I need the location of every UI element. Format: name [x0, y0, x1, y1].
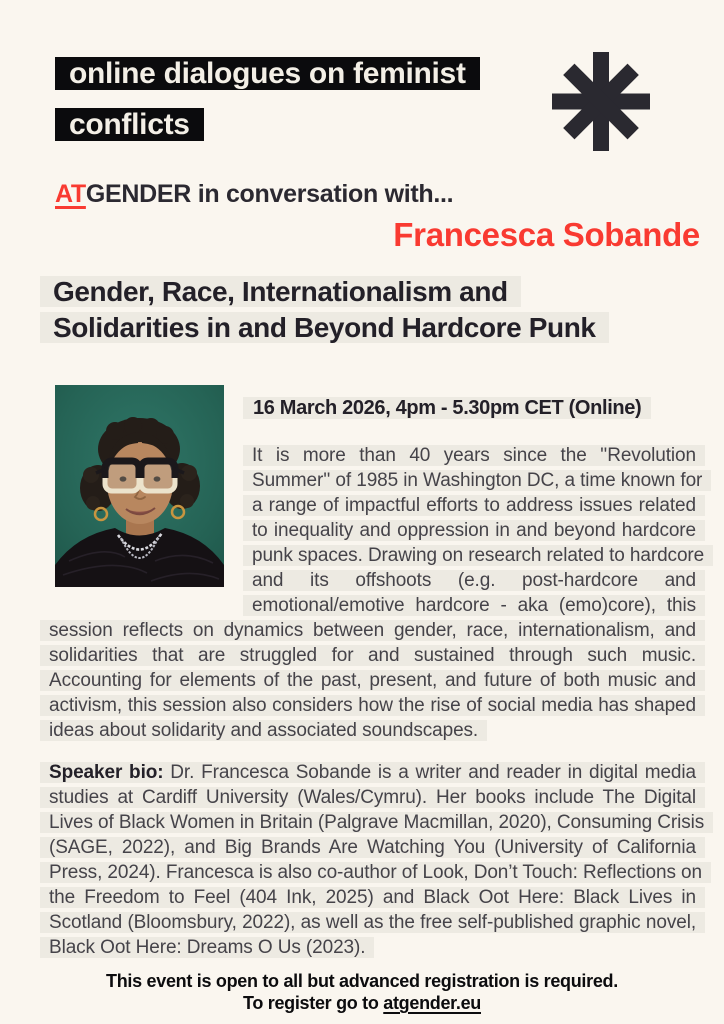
atgender-link[interactable]: atgender.eu	[383, 993, 481, 1013]
headline-tagline: in conversation with...	[191, 180, 454, 208]
event-datetime: 16 March 2026, 4pm - 5.30pm CET (Online)	[40, 389, 705, 427]
banner	[55, 48, 555, 150]
org-name-prefix: AT	[55, 180, 86, 208]
asterisk-icon	[551, 50, 651, 153]
banner-line-1: online dialogues on feminist	[55, 57, 480, 90]
speaker-name: Francesca Sobande	[393, 216, 700, 253]
speaker-bio-text: Dr. Francesca Sobande is a writer and reader in digital media studies at Cardiff University (Wales/Cymru). Her books include The Digital Lives of Black Women in Britain (Palgrave Macmillan, 2020), Consuming Crisis (SAGE, 2022), and Big Brands Are Watching You (University of California Press, 2024). Francesca is also co-author of Look, Don’t Touch: Reflections on the Freedom to Feel (404 Ink, 2025) and Black Oot Here: Black Lives in Scotland (Bloomsbury, 2022), as well as the free self-published graphic novel, Black Oot Here: Dreams O Us (2023).	[49, 762, 705, 958]
banner-line-2: conflicts	[55, 108, 204, 141]
session-title	[40, 274, 720, 346]
event-description: It is more than 40 years since the ''Revolution Summer'' of 1985 in Washington DC, a time known for a range of impactful efforts to address issues related to inequality and oppression in and beyond hardcore punk spaces. Drawing on research related to hardcore and its offshoots (e.g. post-hardcore and emotional/emotive hardcore - aka (emo)core), this session reflects on dynamics between gender, race, internationalism, and solidarities that are struggled for and sustained through such music. Accounting for elements of the past, present, and future of both music and activism, this session also considers how the rise of social media has shaped ideas about solidarity and associated soundscapes.	[40, 443, 705, 743]
event-details	[40, 385, 705, 743]
photo-spacer	[40, 385, 243, 595]
speaker-bio-label: Speaker bio:	[49, 762, 164, 783]
org-name-rest: GENDER	[85, 180, 192, 208]
headline	[55, 180, 675, 209]
session-title-line-1: Gender, Race, Internationalism and	[40, 276, 521, 307]
registration-instruction: To register go to atgender.eu	[242, 993, 481, 1013]
registration-notice: This event is open to all but advanced registration is required.	[106, 971, 618, 991]
session-title-line-2: Solidarities in and Beyond Hardcore Punk	[40, 312, 609, 343]
speaker-bio	[40, 760, 705, 960]
footer	[0, 970, 724, 1014]
